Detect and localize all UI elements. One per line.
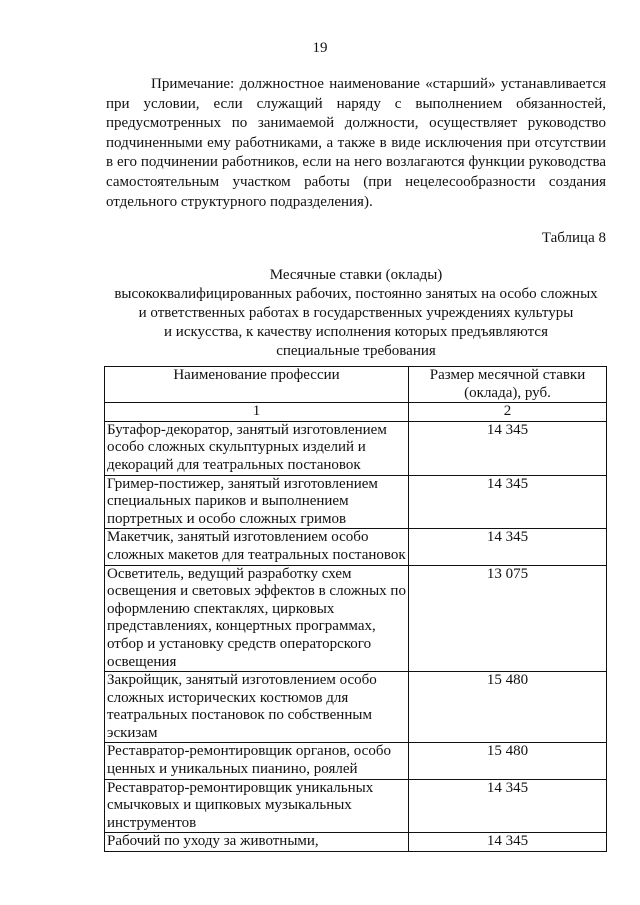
table-label: Таблица 8	[541, 230, 606, 246]
rate-value: 14 345	[409, 421, 607, 475]
title-line: Месячные ставки (оклады)	[269, 267, 443, 283]
column-number-row	[105, 403, 607, 422]
column-number: 2	[409, 403, 607, 422]
profession-name: Осветитель, ведущий разработку схем освещения и световых эффектов в сложных по оформлению спектаклях, цирковых представлениях, концертных программах, отбор и установку средств операторского освещения	[105, 565, 409, 672]
header-rate: Размер месячной ставки (оклада), руб.	[409, 367, 607, 403]
note-text: Примечание: должностное наименование «старший» устанавливается при условии, если служащий наряду с выполнением обязанностей, предусмотренных по занимаемой должности, осуществляет руководство подчиненными ему работниками, а также в виде исключения при отсутствии в его подчинении работников, если на него возлагаются функции руководства самостоятельным участком работы (при нецелесообразности создания отдельного структурного подразделения).	[106, 76, 606, 210]
table-row	[105, 672, 607, 743]
rate-value: 14 345	[409, 779, 607, 833]
table-row	[105, 743, 607, 779]
rate-value: 14 345	[409, 529, 607, 565]
table-row	[105, 779, 607, 833]
rate-value: 14 345	[409, 475, 607, 529]
header-profession: Наименование профессии	[105, 367, 409, 403]
title-line: специальные требования	[276, 343, 436, 359]
header-row	[105, 367, 607, 403]
profession-name: Гример-постижер, занятый изготовлением специальных париков и выполнением портретных и особо сложных гримов	[105, 475, 409, 529]
rate-value: 15 480	[409, 743, 607, 779]
table-row	[105, 421, 607, 475]
table-row	[105, 529, 607, 565]
profession-name: Реставратор-ремонтировщик уникальных смычковых и щипковых музыкальных инструментов	[105, 779, 409, 833]
rate-value: 15 480	[409, 672, 607, 743]
rate-value: 14 345	[409, 833, 607, 852]
table-title	[100, 266, 612, 361]
profession-name: Бутафор-декоратор, занятый изготовлением особо сложных скульптурных изделий и декораций для театральных постановок	[105, 421, 409, 475]
profession-name: Макетчик, занятый изготовлением особо сложных макетов для театральных постановок	[105, 529, 409, 565]
note-paragraph	[106, 75, 606, 212]
rate-value: 13 075	[409, 565, 607, 672]
column-number: 1	[105, 403, 409, 422]
table-row	[105, 833, 607, 852]
rates-table	[104, 366, 607, 852]
title-line: высококвалифицированных рабочих, постоянно занятых на особо сложных	[114, 286, 598, 302]
page-number: 19	[312, 40, 328, 56]
profession-name: Реставратор-ремонтировщик органов, особо ценных и уникальных пианино, роялей	[105, 743, 409, 779]
table-row	[105, 475, 607, 529]
profession-name: Закройщик, занятый изготовлением особо сложных исторических костюмов для театральных постановок по собственным эскизам	[105, 672, 409, 743]
title-line: и искусства, к качеству исполнения которых предъявляются	[164, 324, 548, 340]
table-row	[105, 565, 607, 672]
profession-name: Рабочий по уходу за животными,	[105, 833, 409, 852]
title-line: и ответственных работах в государственных учреждениях культуры	[138, 305, 574, 321]
